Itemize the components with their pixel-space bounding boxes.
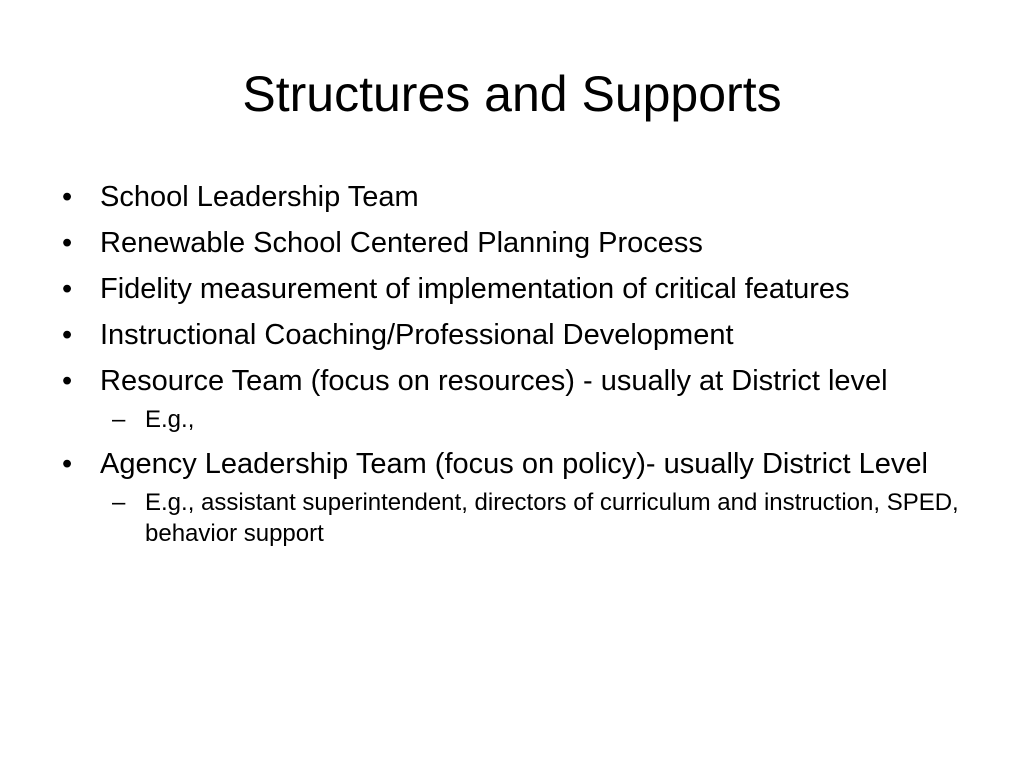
- dash-icon: –: [112, 406, 126, 433]
- bullet-icon: •: [62, 273, 73, 305]
- slide-title: Structures and Supports: [242, 66, 782, 122]
- bullet-icon: •: [62, 365, 73, 397]
- bullet-text: Renewable School Centered Planning Process: [100, 227, 703, 259]
- bullet-icon: •: [62, 319, 73, 351]
- bullet-item-agency-leadership-team: [62, 447, 982, 549]
- sub-bullet-item: [100, 404, 982, 435]
- sub-bullet-text: E.g., assistant superintendent, directors of curriculum and instruction, SPED, behavior support: [145, 489, 959, 547]
- bullet-icon: •: [62, 448, 73, 480]
- bullet-item-fidelity-measurement: [62, 272, 982, 306]
- bullet-item-school-leadership-team: [62, 180, 982, 214]
- bullet-list: [62, 180, 982, 561]
- dash-icon: –: [112, 489, 126, 516]
- bullet-text: Fidelity measurement of implementation of critical features: [100, 273, 850, 305]
- bullet-item-planning-process: [62, 226, 982, 260]
- bullet-text: Instructional Coaching/Professional Development: [100, 319, 734, 351]
- sub-bullet-item: [100, 487, 982, 549]
- bullet-icon: •: [62, 181, 73, 213]
- bullet-text: School Leadership Team: [100, 181, 419, 213]
- sub-bullet-text: E.g.,: [145, 406, 195, 433]
- bullet-text: Agency Leadership Team (focus on policy)- usually District Level: [100, 448, 928, 480]
- bullet-item-resource-team: [62, 364, 982, 435]
- bullet-icon: •: [62, 227, 73, 259]
- bullet-item-instructional-coaching: [62, 318, 982, 352]
- bullet-text: Resource Team (focus on resources) - usually at District level: [100, 365, 888, 397]
- sub-bullet-list: [100, 487, 982, 549]
- sub-bullet-list: [100, 404, 982, 435]
